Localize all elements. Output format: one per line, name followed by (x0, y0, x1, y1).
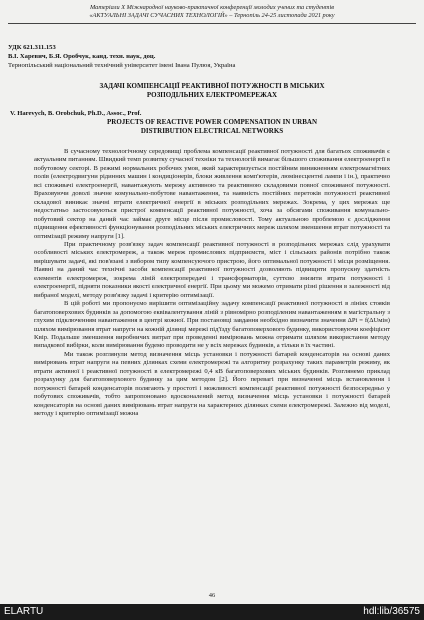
conference-header-line1: Матеріали Х Міжнародної науково-практичної конференції молодих учених та студентів (90, 4, 334, 11)
title-english-line1: PROJECTS OF REACTIVE POWER COMPENSATION IN URBAN (106, 118, 318, 126)
paragraph: В цій роботі ми пропонуємо вирішити оптимізаційну задачу компенсації реактивної потужності в лініях стояків багатоповерхових будинків за допомогою еквівалентування ліній з рівномірно розподіленим навантаженням в магістральну з глухим підключенням навантаження в центрі кожної. При постановці завдання необхідно визначити значення ΔPi = f(ΔUмін) шляхом вимірювання втрат напруги на кожній ділянці мережі під'їзду багатоповерхового будинку, використовуючи коефіцієнт Kвір. Подальше зменшення виробничих витрат при проведенні вимірювань можна отримати шляхом використання методу випадкової вибірки, коли вимірювання будемо проводити не у всіх мережах будинків, а тільки в їх частині. (34, 300, 390, 350)
header-rule (8, 23, 416, 24)
paragraph: При практичному розв'язку задач компенсації реактивної потужності в розподільних мережах слід урахувати особливості міських електромереж, а також мереж промислових підприємств, міст і сільських районів потрібно також вирішувати задачі, які пов'язані з вибором типу компенсуючого пристрою, його оптимальної потужності і місця розміщення. Наявні на даний час технічні засоби компенсації реактивної потужності дозволяють підвищити пропускну здатність елементів електромереж, зокрема ліній електропередачі і трансформаторів, суттєво знизити втрати потужності і електроенергії, підняти показники якості електричної енергії. При цьому ми можемо отримати різні рішення в залежності від вибраної моделі, методу розв'язку задачі і критерію оптимізації. (34, 240, 390, 299)
paragraph: Ми також розглянули метод визначення місць установки і потужності батарей конденсаторів на основі даних вимірювань втрат напруги на певних ділянках схеми електромережі та алгоритму розрахунку таких параметрів режиму, як втрати активної і реактивної потужності в електромережі 0,4 кВ багатоповерхових міських будинків. Розглянемо приклад розрахунку для багатоповерхового будинку за цим методом [2]. Його перевагі при визначенні місць встановлення і потужності батарей конденсаторів полягають у простоті і можливості компенсації реактивної потужності безпосередньо у побутових споживачів, тобто запропоновано вдосконалений метод визначення місць установки і потужності батарей конденсаторів на основі даних вимірювань втрат напруги на характерних ділянках схеми електромережі. Залежно від моделі, методу і критерію оптимізації можна (34, 350, 390, 418)
affiliation: Тернопільський національний технічний університет імені Івана Пулюя, Україна (8, 62, 236, 69)
page-number: 46 (208, 592, 216, 599)
repository-name: ELARTU (4, 606, 44, 617)
title-english (0, 118, 424, 136)
title-ukrainian-line2: РОЗПОДІЛЬНИХ ЕЛЕКТРОМЕРЕЖАХ (146, 91, 278, 99)
paragraph: В сучасному технологічному середовищі проблема компенсації реактивної потужності для багатьох споживачів є актуальним питанням. Швидкий темп розвитку сучасної техніки та технологій вимагає більшого споживання електроенергії в побутовому секторі. В режимі нормальних робочих умов, який характеризується постійним виникненням електромагнітних полів (електродвигуни рідинних машин і кондиціонерів, блоки живлення комп'ютерів, люмінесцентні лампи і ін.), практично всі споживачі електроенергії, навантажують мережу активною та реактивною складовими повної споживаної потужності. Враховуючи доволі значне комунально-побутове навантаження, та наявність постійних перетоків потужності реактивної складової виникає значні втрати електричної енергії в міських розподільних мережах. Зокрема, у цих мережах ще недостатньо застосовуються пристрої компенсації реактивної потужності, хоча за обсягами споживання комунально-побутовий сектор на даний час займає друге місце після промисловості. Тому актуальною проблемою є дослідження підвищення ефективності функціонування розподільних міських електричних мереж шляхом зменшення втрат потужності та оптимізації режиму напруги [1]. (34, 148, 390, 240)
conference-header (0, 4, 424, 20)
udk-code: УДК 621.311.153 (8, 44, 56, 51)
authors-english: V. Harevych, B. Orobchuk, Ph.D., Assoc., Prof. (10, 110, 142, 117)
repository-footer-bar (0, 604, 424, 620)
body-text (34, 148, 390, 419)
authors-ukrainian: В.І. Харевич, Б.Я. Оробчук, канд. техн. наук, доц. (8, 53, 156, 60)
title-english-line2: DISTRIBUTION ELECTRICAL NETWORKS (140, 127, 284, 135)
handle-link[interactable]: hdl:lib/36575 (363, 606, 420, 617)
title-ukrainian (0, 82, 424, 100)
title-ukrainian-line1: ЗАДАЧІ КОМПЕНСАЦІЇ РЕАКТИВНОЇ ПОТУЖНОСТІ В МІСЬКИХ (99, 82, 325, 90)
conference-header-line2: «АКТУАЛЬНІ ЗАДАЧІ СУЧАСНИХ ТЕХНОЛОГІЙ» – Тернопіль 24-25 листопада 2021 року (89, 12, 335, 19)
